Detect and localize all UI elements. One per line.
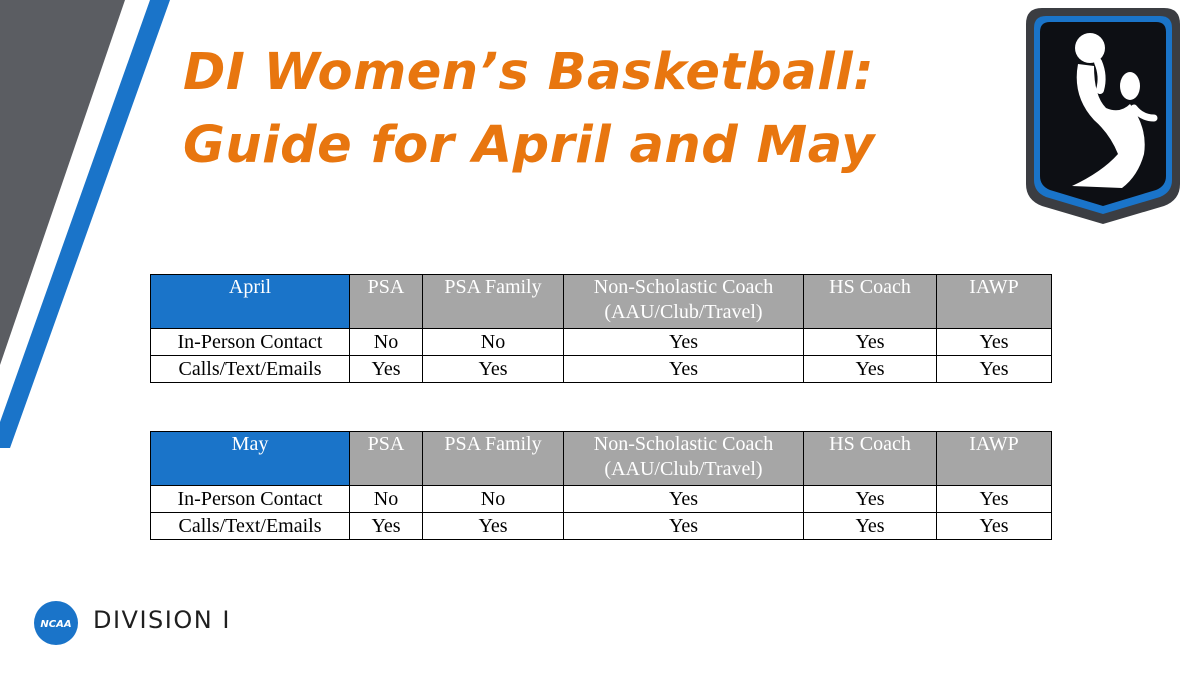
table-cell: Yes [564, 329, 804, 356]
column-header: HS Coach [804, 275, 937, 329]
division-label: DIVISION I [93, 606, 231, 634]
april-guide-table [150, 274, 1052, 383]
title-line-1: DI Women’s Basketball: [183, 43, 875, 102]
table-cell: Yes [350, 356, 423, 383]
page-title [183, 36, 875, 182]
column-header: IAWP [937, 432, 1052, 486]
month-header: April [151, 275, 350, 329]
column-header: Non-Scholastic Coach (AAU/Club/Travel) [564, 275, 804, 329]
ncaa-logo-icon [33, 600, 79, 646]
ncaa-logo-text: NCAA [40, 619, 72, 630]
table-cell: Yes [564, 513, 804, 540]
column-header: HS Coach [804, 432, 937, 486]
table-cell: Yes [937, 329, 1052, 356]
table-cell: Yes [804, 486, 937, 513]
column-header: IAWP [937, 275, 1052, 329]
column-header: PSA Family [423, 275, 564, 329]
table-row [151, 356, 1052, 383]
table-cell: Yes [804, 513, 937, 540]
may-guide-table [150, 431, 1052, 540]
table-header-row [151, 275, 1052, 329]
basketball-player-shield-icon [1022, 4, 1184, 226]
table-header-row [151, 432, 1052, 486]
table-cell: Yes [937, 513, 1052, 540]
table-cell: Yes [564, 486, 804, 513]
month-header: May [151, 432, 350, 486]
table-row [151, 486, 1052, 513]
row-label: Calls/Text/Emails [151, 356, 350, 383]
table-cell: Yes [423, 513, 564, 540]
table-cell: Yes [804, 329, 937, 356]
table-cell: Yes [564, 356, 804, 383]
table-row [151, 513, 1052, 540]
row-label: In-Person Contact [151, 329, 350, 356]
table-cell: Yes [350, 513, 423, 540]
gray-stripe [0, 0, 125, 365]
column-header: PSA Family [423, 432, 564, 486]
table-cell: No [423, 329, 564, 356]
table-cell: Yes [937, 486, 1052, 513]
column-header: PSA [350, 432, 423, 486]
table-row [151, 329, 1052, 356]
table-cell: Yes [937, 356, 1052, 383]
row-label: In-Person Contact [151, 486, 350, 513]
title-line-2: Guide for April and May [183, 116, 875, 175]
table-cell: Yes [804, 356, 937, 383]
table-cell: No [423, 486, 564, 513]
row-label: Calls/Text/Emails [151, 513, 350, 540]
table-cell: Yes [423, 356, 564, 383]
table-cell: No [350, 329, 423, 356]
column-header: PSA [350, 275, 423, 329]
table-cell: No [350, 486, 423, 513]
column-header: Non-Scholastic Coach (AAU/Club/Travel) [564, 432, 804, 486]
